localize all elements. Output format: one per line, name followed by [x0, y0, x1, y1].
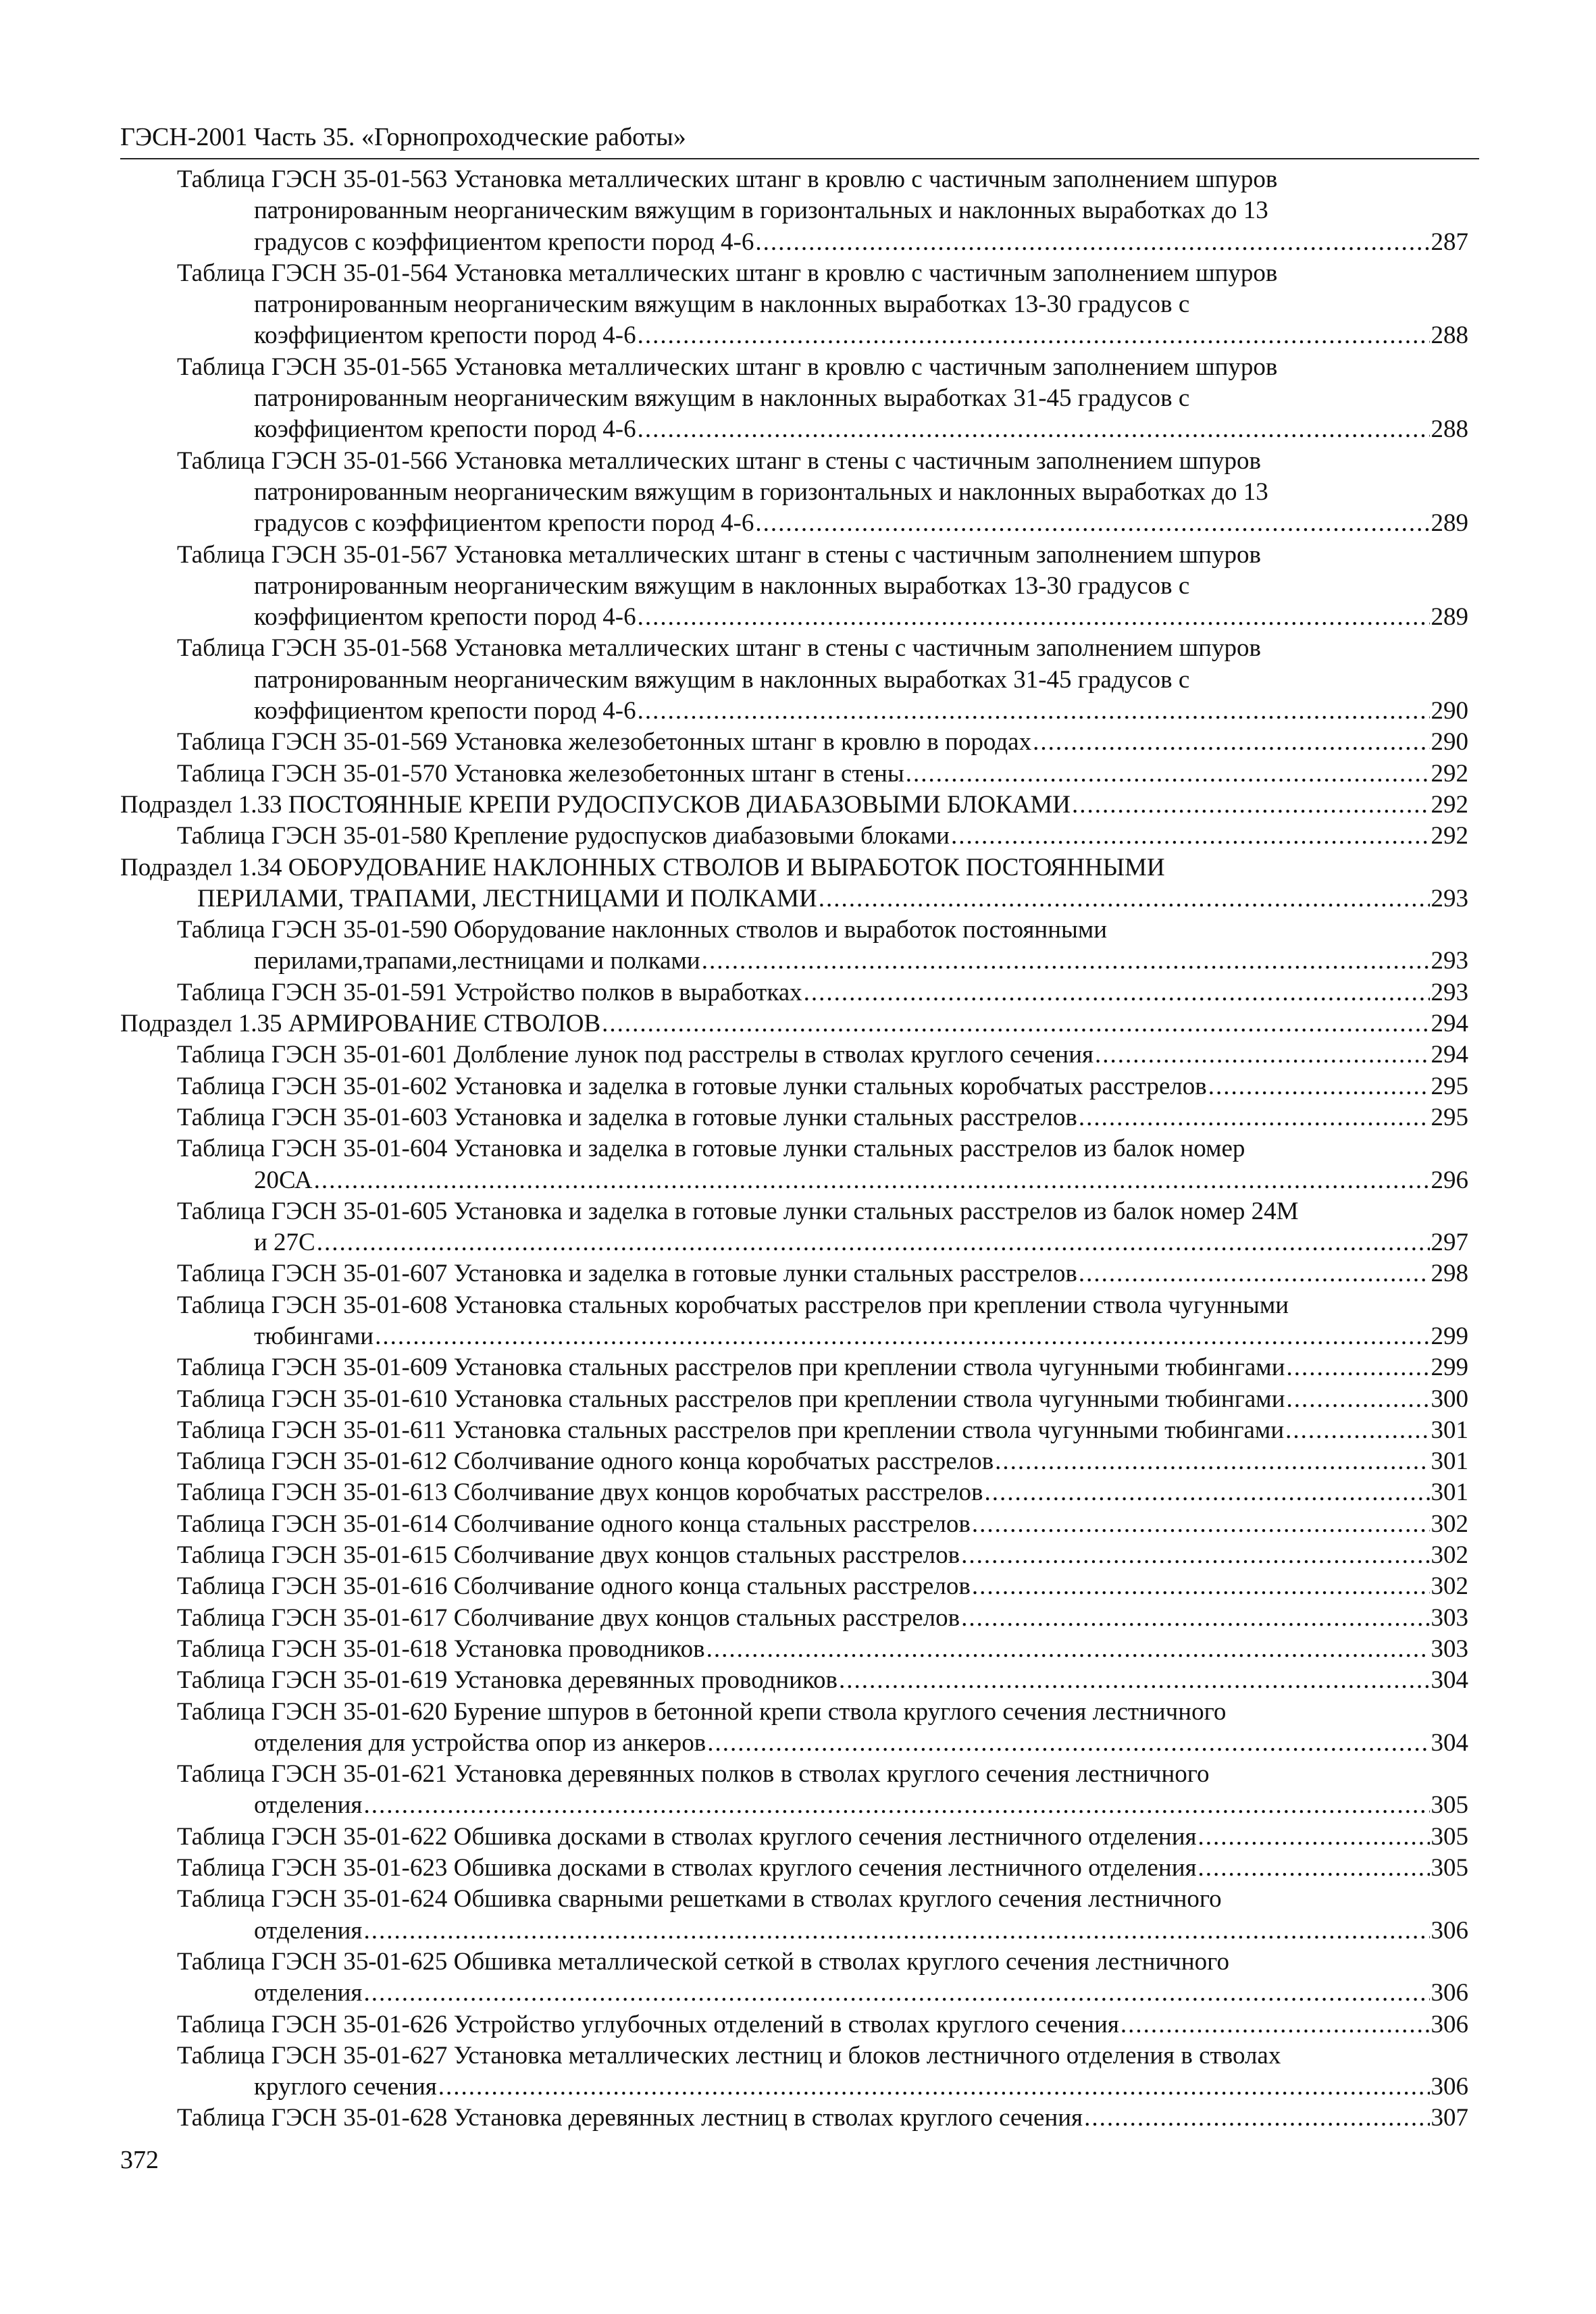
toc-page-number: 305	[1431, 1822, 1468, 1851]
dot-leader	[314, 1165, 1430, 1196]
toc-page-number: 305	[1431, 1791, 1468, 1820]
toc-entry-line	[177, 1790, 1468, 1821]
toc-table-entry	[177, 1415, 1468, 1446]
toc-entry-text: Таблица ГЭСН 35-01-604 Установка и заделка в готовые лунки стальных расстрелов из балок номер	[177, 1135, 1245, 1163]
toc-entry-line	[177, 1509, 1468, 1540]
dot-leader	[984, 1477, 1429, 1508]
toc-page-number: 292	[1431, 822, 1468, 850]
toc-entry-line	[177, 1227, 1468, 1258]
toc-entry-line	[177, 915, 1468, 946]
dot-leader	[972, 1571, 1430, 1602]
toc-entry-line	[120, 852, 1468, 883]
toc-page-number: 301	[1431, 1479, 1468, 1507]
dot-leader	[363, 1790, 1429, 1821]
toc-entry-text: перилами,трапами,лестницами и полками	[254, 947, 700, 975]
toc-entry-text: Таблица ГЭСН 35-01-627 Установка металлических лестниц и блоков лестничного отделения в стволах	[177, 2041, 1281, 2069]
toc-page-number: 289	[1431, 603, 1468, 632]
toc-entry-line	[177, 477, 1468, 508]
toc-entry-line	[177, 1634, 1468, 1665]
toc-page-number: 295	[1431, 1072, 1468, 1100]
toc-table-entry	[177, 540, 1468, 634]
toc-entry-line	[177, 571, 1468, 602]
dot-leader	[1198, 1822, 1430, 1853]
toc-entry-line	[177, 2040, 1468, 2072]
toc-page-number: 302	[1431, 1572, 1468, 1601]
toc-entry-line	[177, 258, 1468, 289]
toc-entry-line	[177, 633, 1468, 664]
dot-leader	[951, 821, 1430, 852]
toc-entry-text: Таблица ГЭСН 35-01-603 Установка и заделка в готовые лунки стальных расстрелов	[177, 1103, 1077, 1131]
toc-table-entry	[177, 1352, 1468, 1383]
toc-entry-text: Таблица ГЭСН 35-01-568 Установка металлических штанг в стены с частичным заполнением шпуров	[177, 634, 1261, 663]
toc-entry-line	[177, 1477, 1468, 1508]
toc-table-entry	[177, 1446, 1468, 1477]
toc-entry-line	[177, 1728, 1468, 1759]
toc-entry-line	[177, 2103, 1468, 2134]
toc-entry-line	[177, 164, 1468, 195]
toc-table-entry	[177, 258, 1468, 352]
toc-entry-text: Таблица ГЭСН 35-01-605 Установка и заделка в готовые лунки стальных расстрелов из балок номер 24М	[177, 1197, 1299, 1225]
toc-page-number: 305	[1431, 1854, 1468, 1882]
toc-entry-line	[177, 1384, 1468, 1415]
toc-table-entry	[177, 1102, 1468, 1133]
toc-page-number: 299	[1431, 1322, 1468, 1350]
toc-table-entry	[177, 915, 1468, 977]
dot-leader	[363, 1978, 1429, 2009]
toc-page-number: 289	[1431, 509, 1468, 538]
toc-table-entry	[177, 1071, 1468, 1102]
toc-entry-text: Таблица ГЭСН 35-01-621 Установка деревянных полков в стволах круглого сечения лестничного	[177, 1760, 1210, 1789]
toc-entry-text: Таблица ГЭСН 35-01-570 Установка железобетонных штанг в стены	[177, 759, 904, 788]
toc-entry-line	[177, 2072, 1468, 2103]
toc-table-entry	[177, 1697, 1468, 1759]
toc-entry-line	[177, 1822, 1468, 1853]
toc-table-entry	[177, 1634, 1468, 1665]
toc-table-entry	[177, 1822, 1468, 1853]
toc-entry-line	[177, 1916, 1468, 1947]
toc-table-entry	[177, 1884, 1468, 1947]
toc-entry-text: Таблица ГЭСН 35-01-566 Установка металлических штанг в стены с частичным заполнением шпуров	[177, 446, 1261, 475]
toc-entry-line	[177, 1540, 1468, 1571]
dot-leader	[1079, 1258, 1430, 1289]
toc-entry-text: Таблица ГЭСН 35-01-617 Сболчивание двух концов стальных расстрелов	[177, 1603, 960, 1632]
toc-entry-line	[177, 821, 1468, 852]
toc-entry-line	[177, 2009, 1468, 2040]
toc-entry-line	[177, 1603, 1468, 1634]
toc-entry-text: Таблица ГЭСН 35-01-608 Установка стальных коробчатых расстрелов при креплении ствола чугунными	[177, 1291, 1289, 1319]
dot-leader	[972, 1509, 1430, 1540]
toc-entry-text: Подраздел 1.33 ПОСТОЯННЫЕ КРЕПИ РУДОСПУСКОВ ДИАБАЗОВЫМИ БЛОКАМИ	[120, 790, 1071, 819]
toc-table-entry	[177, 1603, 1468, 1634]
toc-section-entry	[120, 1008, 1468, 1039]
toc-entry-line	[177, 665, 1468, 696]
toc-page-number: 294	[1431, 1041, 1468, 1069]
toc-entry-text: патронированным неорганическим вяжущим в горизонтальных и наклонных выработках до 13	[254, 197, 1268, 225]
toc-page-number: 306	[1431, 1979, 1468, 2007]
dot-leader	[839, 1665, 1429, 1696]
toc-table-entry	[177, 1258, 1468, 1289]
dot-leader	[702, 946, 1430, 977]
toc-table-entry	[177, 1477, 1468, 1508]
toc-entry-text: Подраздел 1.35 АРМИРОВАНИЕ СТВОЛОВ	[120, 1010, 601, 1038]
toc-entry-line	[177, 1415, 1468, 1446]
toc-entry-line	[177, 352, 1468, 383]
toc-entry-text: коэффициентом крепости пород 4-6	[254, 697, 636, 725]
toc-entry-text: и 27С	[254, 1229, 315, 1257]
toc-table-entry	[177, 633, 1468, 727]
toc-entry-text: Таблица ГЭСН 35-01-607 Установка и заделка в готовые лунки стальных расстрелов	[177, 1260, 1077, 1288]
dot-leader	[1033, 727, 1429, 758]
dot-leader	[706, 1634, 1430, 1665]
toc-entry-text: Таблица ГЭСН 35-01-580 Крепление рудоспусков диабазовыми блоками	[177, 822, 950, 850]
toc-entry-text: Таблица ГЭСН 35-01-569 Установка железобетонных штанг в кровлю в породах	[177, 728, 1032, 756]
toc-page-number: 299	[1431, 1354, 1468, 1382]
toc-entry-line	[177, 383, 1468, 414]
toc-table-entry	[177, 1571, 1468, 1602]
toc-page-number: 306	[1431, 1916, 1468, 1945]
toc-entry-text: Таблица ГЭСН 35-01-564 Установка металлических штанг в кровлю с частичным заполнением шпуров	[177, 259, 1278, 287]
dot-leader	[1208, 1071, 1430, 1102]
toc-entry-text: патронированным неорганическим вяжущим в горизонтальных и наклонных выработках до 13	[254, 478, 1268, 506]
toc-page-number: 293	[1431, 884, 1468, 912]
toc-entry-line	[177, 1884, 1468, 1915]
toc-table-entry	[177, 1947, 1468, 2009]
toc-entry-text: Таблица ГЭСН 35-01-610 Установка стальных расстрелов при креплении ствола чугунными тюбингами	[177, 1385, 1285, 1413]
toc-entry-text: Таблица ГЭСН 35-01-565 Установка металлических штанг в кровлю с частичным заполнением шпуров	[177, 353, 1278, 381]
toc-entry-text: круглого сечения	[254, 2073, 437, 2101]
toc-table-entry	[177, 1509, 1468, 1540]
toc-entry-text: Таблица ГЭСН 35-01-619 Установка деревянных проводников	[177, 1666, 838, 1695]
toc-table-entry	[177, 2009, 1468, 2040]
dot-leader	[755, 227, 1429, 258]
toc-entry-line	[177, 1133, 1468, 1164]
toc-table-entry	[177, 1290, 1468, 1353]
toc-entry-text: Таблица ГЭСН 35-01-618 Установка проводников	[177, 1635, 705, 1663]
toc-entry-text: патронированным неорганическим вяжущим в наклонных выработках 13-30 градусов с	[254, 571, 1190, 600]
dot-leader	[638, 602, 1430, 633]
toc-entry-line	[177, 508, 1468, 539]
toc-page-number: 293	[1431, 947, 1468, 975]
table-of-contents	[0, 164, 1596, 2134]
toc-entry-line	[120, 790, 1468, 821]
toc-entry-text: патронированным неорганическим вяжущим в наклонных выработках 13-30 градусов с	[254, 290, 1190, 319]
dot-leader	[1084, 2103, 1429, 2134]
toc-entry-text: отделения	[254, 1979, 363, 2007]
toc-entry-line	[177, 1759, 1468, 1790]
toc-table-entry	[177, 1133, 1468, 1196]
toc-entry-line	[177, 414, 1468, 445]
toc-entry-text: 20СА	[254, 1166, 313, 1194]
toc-entry-text: Таблица ГЭСН 35-01-602 Установка и заделка в готовые лунки стальных коробчатых расстрелов	[177, 1072, 1207, 1100]
dot-leader	[602, 1008, 1429, 1039]
toc-page-number: 302	[1431, 1541, 1468, 1570]
toc-entry-text: Таблица ГЭСН 35-01-623 Обшивка досками в стволах круглого сечения лестничного отделения	[177, 1854, 1197, 1882]
toc-entry-text: Таблица ГЭСН 35-01-567 Установка металлических штанг в стены с частичным заполнением шпуров	[177, 540, 1261, 569]
toc-entry-line	[177, 727, 1468, 758]
toc-entry-text: Таблица ГЭСН 35-01-612 Сболчивание одного конца коробчатых расстрелов	[177, 1447, 994, 1476]
dot-leader	[1287, 1352, 1430, 1383]
toc-entry-text: Таблица ГЭСН 35-01-609 Установка стальных расстрелов при креплении ствола чугунными тюбингами	[177, 1354, 1285, 1382]
toc-page-number: 301	[1431, 1447, 1468, 1476]
toc-entry-line	[177, 696, 1468, 727]
toc-entry-text: Таблица ГЭСН 35-01-563 Установка металлических штанг в кровлю с частичным заполнением шпуров	[177, 165, 1278, 193]
toc-entry-text: Таблица ГЭСН 35-01-591 Устройство полков в выработках	[177, 978, 802, 1006]
dot-leader	[638, 320, 1430, 351]
toc-table-entry	[177, 2103, 1468, 2134]
toc-entry-text: Таблица ГЭСН 35-01-616 Сболчивание одного конца стальных расстрелов	[177, 1572, 971, 1601]
toc-table-entry	[177, 977, 1468, 1008]
toc-table-entry	[177, 1665, 1468, 1696]
toc-page-number: 295	[1431, 1103, 1468, 1131]
toc-entry-text: Таблица ГЭСН 35-01-601 Долбление лунок под расстрелы в стволах круглого сечения	[177, 1041, 1094, 1069]
toc-page-number: 306	[1431, 2073, 1468, 2101]
dot-leader	[1072, 790, 1429, 821]
toc-table-entry	[177, 1039, 1468, 1071]
toc-section-entry	[120, 790, 1468, 821]
dot-leader	[638, 414, 1430, 445]
dot-leader	[961, 1603, 1429, 1634]
toc-entry-text: отделения	[254, 1791, 363, 1820]
toc-entry-line	[177, 289, 1468, 320]
toc-table-entry	[177, 1759, 1468, 1822]
toc-entry-text: Таблица ГЭСН 35-01-613 Сболчивание двух концов коробчатых расстрелов	[177, 1479, 983, 1507]
toc-page-number: 290	[1431, 697, 1468, 725]
toc-entry-text: патронированным неорганическим вяжущим в наклонных выработках 31-45 градусов с	[254, 665, 1190, 694]
toc-entry-text: Таблица ГЭСН 35-01-611 Установка стальных расстрелов при креплении ствола чугунными тюбингами	[177, 1416, 1285, 1444]
toc-entry-text: Подраздел 1.34 ОБОРУДОВАНИЕ НАКЛОННЫХ СТВОЛОВ И ВЫРАБОТОК ПОСТОЯННЫМИ	[120, 853, 1165, 881]
dot-leader	[755, 508, 1429, 539]
toc-table-entry	[177, 1196, 1468, 1259]
toc-entry-line	[177, 1071, 1468, 1102]
toc-entry-text: коэффициентом крепости пород 4-6	[254, 603, 636, 632]
toc-entry-text: Таблица ГЭСН 35-01-626 Устройство углубочных отделений в стволах круглого сечения	[177, 2010, 1119, 2038]
dot-leader	[906, 759, 1430, 790]
dot-leader	[375, 1321, 1429, 1352]
header-divider	[120, 158, 1479, 159]
toc-entry-text: коэффициентом крепости пород 4-6	[254, 415, 636, 444]
toc-table-entry	[177, 164, 1468, 258]
toc-entry-line	[177, 977, 1468, 1008]
toc-entry-line	[177, 1697, 1468, 1728]
dot-leader	[1121, 2009, 1430, 2040]
toc-entry-line	[177, 1853, 1468, 1884]
toc-entry-line	[177, 759, 1468, 790]
toc-entry-text: патронированным неорганическим вяжущим в наклонных выработках 31-45 градусов с	[254, 384, 1190, 413]
toc-page-number: 296	[1431, 1166, 1468, 1194]
toc-entry-line	[177, 1102, 1468, 1133]
toc-entry-line	[177, 1665, 1468, 1696]
toc-page-number: 288	[1431, 322, 1468, 350]
toc-entry-line	[177, 1165, 1468, 1196]
toc-entry-line	[177, 227, 1468, 258]
toc-table-entry	[177, 352, 1468, 446]
toc-page-number: 292	[1431, 759, 1468, 788]
toc-entry-line	[177, 1196, 1468, 1227]
toc-entry-line	[177, 540, 1468, 571]
toc-entry-text: Таблица ГЭСН 35-01-614 Сболчивание одного конца стальных расстрелов	[177, 1510, 971, 1538]
toc-page-number: 288	[1431, 415, 1468, 444]
toc-table-entry	[177, 759, 1468, 790]
toc-entry-line	[177, 1352, 1468, 1383]
toc-entry-text: ПЕРИЛАМИ, ТРАПАМИ, ЛЕСТНИЦАМИ И ПОЛКАМИ	[197, 884, 817, 912]
toc-page-number: 304	[1431, 1666, 1468, 1695]
toc-entry-text: Таблица ГЭСН 35-01-628 Установка деревянных лестниц в стволах круглого сечения	[177, 2104, 1083, 2132]
toc-page-number: 298	[1431, 1260, 1468, 1288]
dot-leader	[819, 883, 1430, 915]
toc-table-entry	[177, 1853, 1468, 1884]
toc-table-entry	[177, 2040, 1468, 2103]
toc-entry-line	[177, 1446, 1468, 1477]
dot-leader	[995, 1446, 1429, 1477]
toc-page-number: 301	[1431, 1416, 1468, 1444]
dot-leader	[1095, 1039, 1429, 1071]
dot-leader	[317, 1227, 1430, 1258]
toc-page-number: 307	[1431, 2104, 1468, 2132]
toc-page-number: 300	[1431, 1385, 1468, 1413]
toc-entry-text: градусов с коэффициентом крепости пород 4-6	[254, 228, 754, 256]
dot-leader	[363, 1916, 1429, 1947]
toc-entry-line	[177, 1321, 1468, 1352]
toc-page-number: 287	[1431, 228, 1468, 256]
toc-entry-line	[177, 946, 1468, 977]
toc-entry-text: отделения	[254, 1916, 363, 1945]
toc-entry-text: отделения для устройства опор из анкеров	[254, 1728, 706, 1757]
toc-entry-text: Таблица ГЭСН 35-01-622 Обшивка досками в стволах круглого сечения лестничного отделения	[177, 1822, 1197, 1851]
toc-page-number: 303	[1431, 1603, 1468, 1632]
toc-page-number: 294	[1431, 1010, 1468, 1038]
dot-leader	[638, 696, 1430, 727]
toc-entry-line	[177, 446, 1468, 477]
dot-leader	[961, 1540, 1429, 1571]
toc-table-entry	[177, 446, 1468, 540]
dot-leader	[1287, 1384, 1430, 1415]
toc-entry-text: Таблица ГЭСН 35-01-590 Оборудование наклонных стволов и выработок постоянными	[177, 916, 1108, 944]
toc-entry-text: Таблица ГЭСН 35-01-620 Бурение шпуров в бетонной крепи ствола круглого сечения лестничного	[177, 1697, 1227, 1726]
toc-entry-text: Таблица ГЭСН 35-01-624 Обшивка сварными решетками в стволах круглого сечения лестничного	[177, 1885, 1222, 1913]
dot-leader	[1285, 1415, 1429, 1446]
dot-leader	[1198, 1853, 1430, 1884]
toc-entry-text: коэффициентом крепости пород 4-6	[254, 322, 636, 350]
toc-entry-line	[177, 1039, 1468, 1071]
toc-table-entry	[177, 1384, 1468, 1415]
toc-entry-line	[177, 1947, 1468, 1978]
dot-leader	[707, 1728, 1429, 1759]
toc-page-number: 297	[1431, 1229, 1468, 1257]
toc-page-number: 290	[1431, 728, 1468, 756]
toc-entry-text: Таблица ГЭСН 35-01-615 Сболчивание двух концов стальных расстрелов	[177, 1541, 960, 1570]
toc-entry-text: градусов с коэффициентом крепости пород 4-6	[254, 509, 754, 538]
toc-page-number: 302	[1431, 1510, 1468, 1538]
toc-section-entry	[120, 852, 1468, 915]
dot-leader	[438, 2072, 1430, 2103]
toc-page-number: 304	[1431, 1728, 1468, 1757]
dot-leader	[1079, 1102, 1430, 1133]
toc-entry-text: тюбингами	[254, 1322, 374, 1350]
dot-leader	[804, 977, 1430, 1008]
toc-entry-line	[120, 1008, 1468, 1039]
running-header: ГЭСН-2001 Часть 35. «Горнопроходческие работы»	[120, 123, 686, 151]
toc-entry-line	[177, 1978, 1468, 2009]
toc-table-entry	[177, 821, 1468, 852]
toc-page-number: 292	[1431, 790, 1468, 819]
toc-table-entry	[177, 1540, 1468, 1571]
toc-entry-line	[177, 1571, 1468, 1602]
toc-page-number: 293	[1431, 978, 1468, 1006]
toc-entry-line	[177, 1258, 1468, 1289]
toc-entry-line	[177, 1290, 1468, 1321]
toc-page-number: 306	[1431, 2010, 1468, 2038]
toc-entry-line	[177, 195, 1468, 226]
toc-entry-line	[120, 883, 1468, 915]
toc-table-entry	[177, 727, 1468, 758]
toc-entry-text: Таблица ГЭСН 35-01-625 Обшивка металлической сеткой в стволах круглого сечения лестничного	[177, 1947, 1229, 1976]
toc-entry-line	[177, 320, 1468, 351]
toc-page-number: 303	[1431, 1635, 1468, 1663]
page-number: 372	[120, 2146, 159, 2174]
toc-entry-line	[177, 602, 1468, 633]
